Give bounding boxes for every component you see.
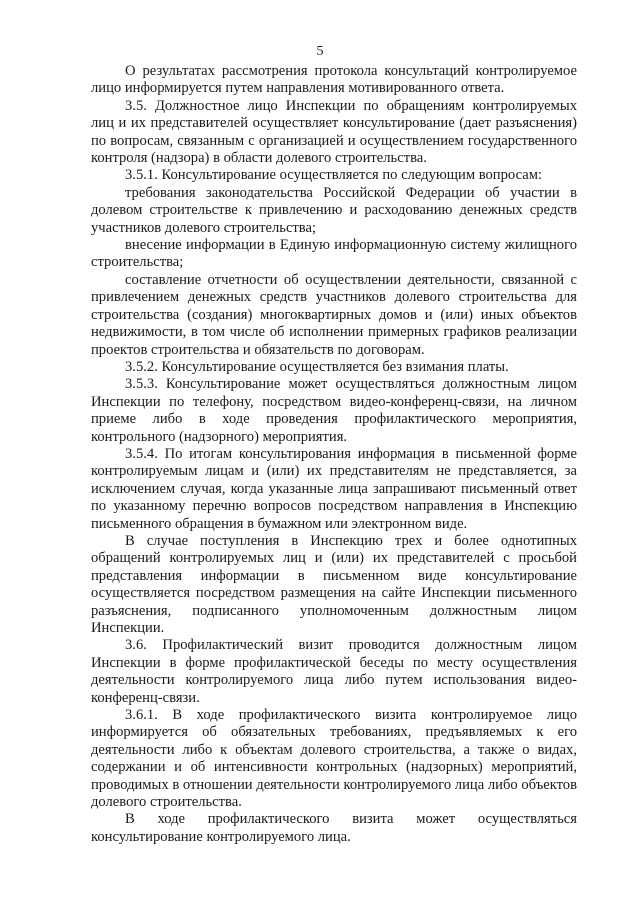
paragraph-3-5: 3.5. Должностное лицо Инспекции по обращениям контролируемых лиц и их представителей осуществляет консультирование (дает разъяснения) по вопросам, связанным с организацией и осуществлением государственного контроля (надзора) в области долевого строительства. xyxy=(91,97,577,167)
paragraph-visit-consultation: В ходе профилактического визита может осуществляться консультирование контролируемого лица. xyxy=(91,811,577,845)
paragraph-3-6: 3.6. Профилактический визит проводится должностным лицом Инспекции в форме профилактической беседы по месту осуществления деятельности контролируемого лица либо путем использования видео-конференц-связи. xyxy=(91,637,577,706)
list-item-information-system: внесение информации в Единую информационную систему жилищного строительства; xyxy=(91,237,577,271)
list-item-reporting: составление отчетности об осуществлении деятельности, связанной с привлечением денежных средств участников долевого строительства для строительства (создания) многоквартирных домов и (или) иных объектов недвижимости, в том числе об исполнении примерных графиков реализации проектов строительства и обязательств по договорам. xyxy=(91,271,577,358)
paragraph-consultation-result: О результатах рассмотрения протокола консультаций контролируемое лицо информируется путем направления мотивированного ответа. xyxy=(91,63,577,97)
paragraph-3-6-1: 3.6.1. В ходе профилактического визита контролируемое лицо информируется об обязательных требованиях, предъявляемых к его деятельности либо к объектам долевого строительства, а также о видах, содержании и об интенсивности контрольных (надзорных) мероприятий, проводимых в отношении деятельности контролируемого лица либо объектов долевого строительства. xyxy=(91,707,577,811)
page-number: 5 xyxy=(316,44,324,59)
paragraph-3-5-3: 3.5.3. Консультирование может осуществляться должностным лицом Инспекции по телефону, посредством видео-конференц-связи, на личном приеме либо в ходе проведения профилактического мероприятия, контрольного (надзорного) мероприятия. xyxy=(91,376,577,445)
paragraph-3-5-2: 3.5.2. Консультирование осуществляется без взимания платы. xyxy=(125,358,509,375)
paragraph-3-5-4: 3.5.4. По итогам консультирования информация в письменной форме контролируемым лицам и (или) их представителям не представляется, за исключением случая, когда указанные лица запрашивают письменный ответ по указанному перечню вопросов посредством направления в Инспекцию письменного обращения в бумажном или электронном виде. xyxy=(91,445,577,532)
paragraph-3-5-1: 3.5.1. Консультирование осуществляется по следующим вопросам: xyxy=(125,167,542,184)
paragraph-multiple-requests: В случае поступления в Инспекцию трех и более однотипных обращений контролируемых лиц и (или) их представителей с просьбой представления информации в письменном виде консультирование осуществляется посредством размещения на сайте Инспекции письменного разъяснения, подписанного уполномоченным должностным лицом Инспекции. xyxy=(91,532,577,636)
document-body xyxy=(91,63,577,846)
list-item-legislation-requirements: требования законодательства Российской Федерации об участии в долевом строительстве к привлечению и расходованию денежных средств участников долевого строительства; xyxy=(91,184,577,236)
